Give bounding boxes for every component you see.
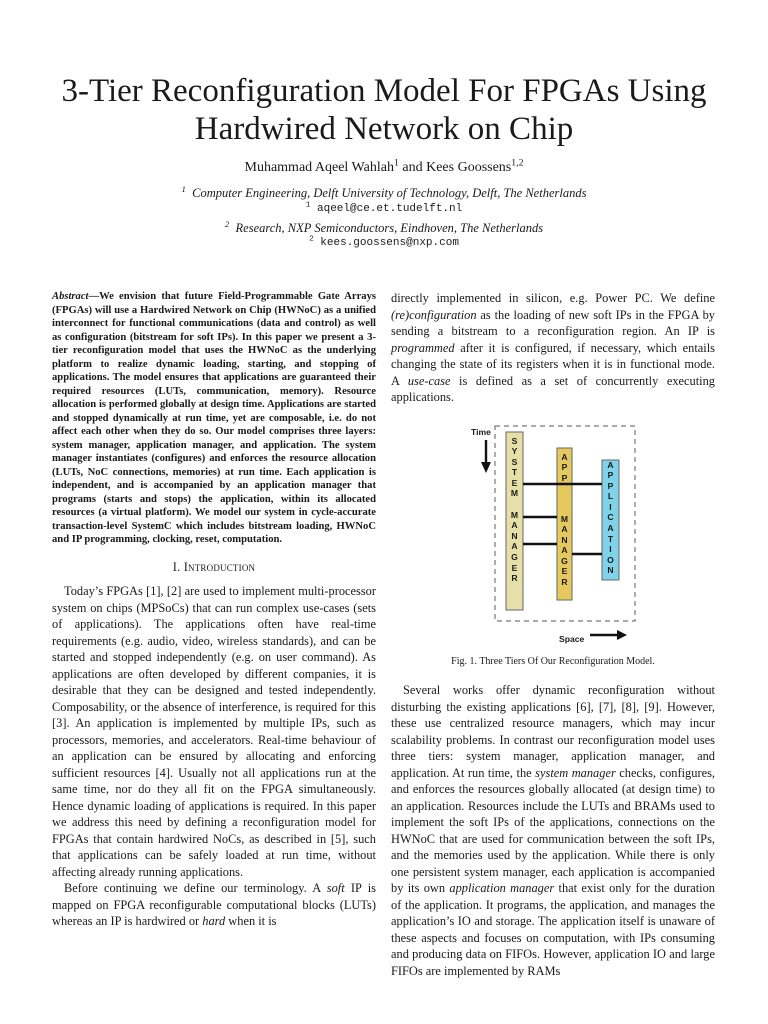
time-label: Time (471, 426, 491, 437)
app-manager-label: M A N A G E R (560, 513, 569, 588)
section-heading-introduction (52, 559, 376, 576)
email-2 (40, 237, 728, 249)
abstract (52, 290, 376, 547)
author-conjunction: and (398, 160, 427, 175)
rp1-text-3: after it is configured, if necessary, which entails changing the state of its registers when it is in functional mode. A (391, 340, 715, 388)
p2-em-hard: hard (202, 914, 226, 928)
rp1-text-2: as the loading of new soft IPs in the FPGA by sending a bitstream to a reconfiguration region. An IP is (391, 307, 715, 338)
space-arrow-head (617, 630, 627, 640)
affiliation-1-text: Computer Engineering, Delft University of Technology, Delft, The Netherlands (192, 186, 587, 200)
p2-text-1: Before continuing we define our terminology. A (64, 881, 327, 895)
application-label: A P P L I C A T I O N (607, 459, 614, 576)
section-number: I. (172, 559, 181, 574)
right-paragraph-2 (391, 682, 715, 979)
email-1-address: aqeel@ce.et.tudelft.nl (317, 203, 463, 215)
figure-1-diagram (391, 418, 715, 648)
rp2-text-1: Several works offer dynamic reconfiguration without disturbing the existing applications [6], [7], [8], [9]. However, these use centralized resource managers, which may incur scalability problems. In contrast our reconfiguration model uses three tiers: system manager, application manager, and application. At run time, the (391, 683, 715, 780)
rp1-text-1: directly implemented in silicon, e.g. Power PC. We define (391, 291, 715, 305)
abstract-body: —We envision that future Field-Programmable Gate Arrays (FPGAs) will use a Hardwired Network on Chip (HWNoC) as a unified interconnect for functional communications (data and control) as well as configuration (bitstream for soft IPs). In this paper we present a 3-tier reconfiguration model that uses the HWNoC as the underlying platform to realize dynamic loading, starting, and stopping of applications. The model ensures that applications are guaranteed their required resources (LUTs, communication, memory). Resource allocation is performed globally at design time. Applications are started and stopped dynamically at run time, yet are composable, i.e. do not affect each other when they do so. Our model comprises three layers: system manager, application manager, and application. The system manager instantiates (configures) and enforces the resource allocation (LUTs, NoC connections, memories) at run time. Each application is independent, and is accompanied by an application manager that programs (starts and stops) the application, within its allocated resources (a virtual platform). We model our system in cycle-accurate transaction-level SystemC which includes bitstream loading, HWNoC and IP programming, clocking, reset, computation. (52, 291, 376, 545)
p2-text-2: IP is mapped on FPGA reconfigurable computational blocks (LUTs) whereas an IP is hardwired or (52, 881, 376, 928)
rp2-em-system-manager: system manager (535, 765, 616, 780)
section-title: Introduction (183, 559, 256, 574)
rp2-em-application-manager: application manager (449, 881, 555, 895)
affiliation-2-marker: 2 (224, 218, 230, 229)
intro-paragraph-1: Today’s FPGAs [1], [2] are used to implement multi-processor system on chips (MPSoCs) that can run complex use-cases (sets of applications). The applications often have real-time requirements (e.g. audio, video, wireless standards), and can be started and stopped independently (e.g. on user command). As applications are often developed by different companies, it is desirable that they can be designed and tested independently. Composability, or the absence of interference, is required for this [3]. An application is implemented by multiple IPs, such as processors, memories, and accelerators. Real-time behaviour of an application can be ensured by allocating and enforcing sufficient resources [4]. Usually not all applications run at the same time, nor do they all fit on the FPGA simultaneously. Hence dynamic loading of applications is required. In this paper we address this need by defining a reconfiguration model for FPGAs that contain hardwired NoCs, as described in [5], such that applications can be safely loaded at run time, without affecting already running applications. (52, 584, 376, 879)
author-2-affiliation: 1,2 (511, 157, 524, 169)
title-line-1: 3-Tier Reconfiguration Model For FPGAs Using (61, 73, 707, 109)
affiliation-2-text: Research, NXP Semiconductors, Eindhoven, The Netherlands (235, 221, 544, 235)
affiliation-2 (40, 218, 728, 236)
rp2-text-2: checks, configures, and enforces the resources globally allocated (at design time) to an application. Resources include the LUTs and BRAMs used to implement the soft IPs of the applications, connections on the HWNoC that are used for communication between the soft IPs, and the memories used by the application. While there is only one persistent system manager, each application is accompanied by its own (391, 765, 715, 895)
right-column (391, 290, 715, 979)
p2-em-soft: soft (326, 881, 345, 895)
rp1-text-4: is defined as a set of concurrently executing applications. (391, 373, 715, 404)
author-2: Kees Goossens (426, 160, 512, 175)
right-paragraph-1 (391, 290, 715, 406)
author-1: Muhammad Aqeel Wahlah (244, 160, 394, 175)
email-1-marker: 1 (305, 201, 311, 210)
rp1-em-reconfiguration: (re)configuration (391, 307, 477, 322)
intro-paragraph-2 (52, 880, 376, 930)
affiliation-1 (40, 183, 728, 201)
title-line-2: Hardwired Network on Chip (194, 111, 574, 147)
paper-title (40, 72, 728, 148)
author-line (40, 157, 728, 176)
figure-1 (391, 418, 715, 648)
p2-text-3: when it is (225, 914, 277, 928)
email-2-address: kees.goossens@nxp.com (320, 237, 459, 249)
rp1-em-programmed: programmed (391, 340, 455, 355)
system-manager-label: S Y S T E M M A N A G E R (510, 435, 519, 584)
space-label: Space (559, 633, 585, 644)
author-1-affiliation: 1 (393, 157, 399, 169)
time-arrow-head (481, 462, 491, 473)
figure-1-caption: Fig. 1. Three Tiers Of Our Reconfiguration Model. (451, 655, 655, 667)
rp2-text-3: that exist only for the duration of the application. It programs, the application, and manages the application’s IO and storage. The application itself is unaware of these aspects and focuses on computation, with IPs consuming and producing data on FIFOs. However, application IO and large FIFOs are implemented by RAMs (391, 881, 715, 978)
email-2-marker: 2 (309, 235, 314, 244)
rp1-em-use-case: use-case (407, 373, 451, 388)
app-label: A P P (561, 451, 568, 483)
email-1 (40, 203, 728, 215)
abstract-lead: Abstract (52, 291, 89, 302)
left-column (52, 290, 376, 930)
affiliation-1-marker: 1 (181, 183, 186, 194)
